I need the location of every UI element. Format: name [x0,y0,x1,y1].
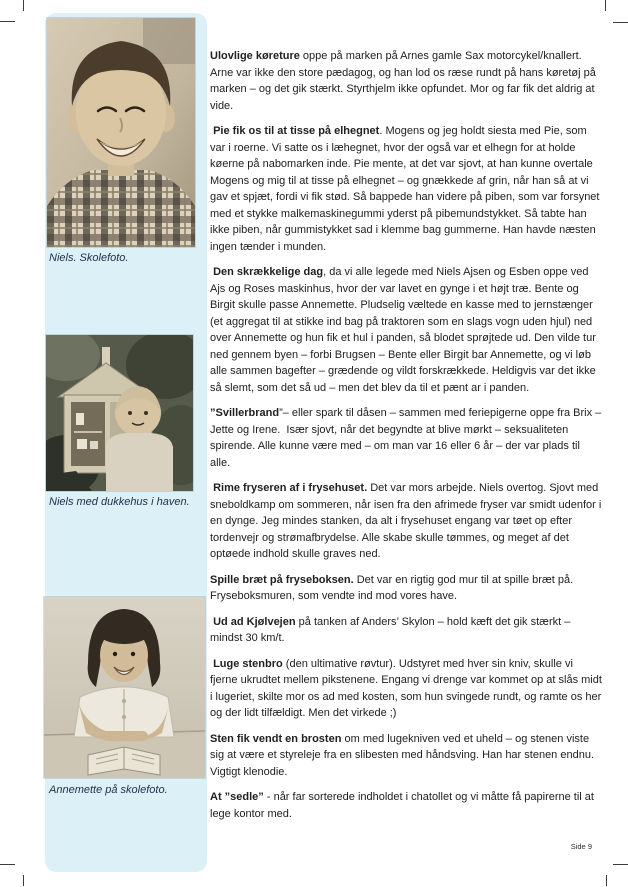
niels-school-photo [47,18,195,247]
paragraph-body: - når far sorterede indholdet i chatollet og vi måtte få papirerne til at lege kontor med. [210,791,598,820]
paragraph-body: om med lugekniven ved et uheld – og stenen viste sig at være et styreleje fra en slibesten med håndsving. Han har stenen endnu. Vigtigt klenodie. [210,732,598,778]
paragraph-sten-brosten [210,731,602,781]
paragraph-body: . Mogens og jeg holdt siesta med Pie, som var i roerne. Vi satte os i læhegnet, hvor der også var et elhegn for at holde køerne på nabomarken inde. Pie mente, at det var sjovt, at han kunne overtale Mogens og mig til at tisse på elhegnet – og gnækkede af grin, når han så at vi gav et spjæt, fordi vi fik stød. Så bappede han videre på piben, som var forsynet med et stykke malkemaskinegummi yderst på pibemundstykket. Så tabte han ikke piben, når gummistykket sad i klemme bag gummerne. Han havde næsten ingen tænder i munden. [210,125,603,253]
photo-caption-niels-dollhouse: Niels med dukkehus i haven. [49,496,190,508]
paragraph-rime-fryseren [210,480,605,563]
paragraph-spille-braet [210,572,602,605]
paragraph-body: oppe på marken på Arnes gamle Sax motorcykel/knallert. Arne var ikke den store pædagog, og han lod os ræse rundt på hans køretøj på marken – og det gik stærkt. Styrthjelm ikke opfundet. Mor og far fik det aldrig at vide. [210,50,599,112]
paragraph-body: (den ultimative røvtur). Udstyret med hver sin kniv, skulle vi fjerne ukrudtet mellem pikstenene. Engang vi drenge var kommet op at slås midt i lugeriet, skilte mor os ad med kosten, som hun svingede rundt, og ramte os her og der lidt tilfældigt. Men det virkede ;) [210,657,605,719]
paragraph-lead: Rime fryseren af i frysehuset. [210,482,368,494]
paragraph-at-sedle [210,789,602,822]
paragraph-ulovlige-koereture [210,48,602,114]
paragraph-ud-ad-kjoelvejen [210,614,602,647]
paragraph-lead: Den skrækkelige dag [210,266,324,278]
paragraph-lead: Sten fik vendt en brosten [210,732,342,745]
crop-mark-bottom-right-h [613,864,628,865]
annemette-school-photo-image [44,597,205,778]
niels-dollhouse-photo-image [46,335,193,491]
paragraph-body: , da vi alle legede med Niels Ajsen og Esben oppe ved Ajs og Roses maskinhus, hvor der var lavet en gynge i et højt træ. Bente og Birgit skulle passe Annemette. Pludselig væltede en kasse med to jernstænger (et aggregat til at stikke ind bag på traktoren som en slags vogn uden hjul) ned over Annemette og hun fik et hul i panden, så blodet sprøjtede ud. Den vilde tur ned gennem byen – forbi Brugsen – Bente eller Birgit bar Annemette, og vi løb alle sammen bagefter – grædende og vildt forskrækkede. Heldigvis var det ikke så slemt, som det så ud – men det blev da til et pænt ar i panden. [210,266,599,394]
annemette-school-photo [44,597,205,778]
crop-mark-bottom-right-v [606,875,607,886]
paragraph-lead: Luge stenbro [210,657,283,670]
paragraph-body: Det var mors arbejde. Niels overtog. Sjovt med sneboldkamp om sommeren, når isen fra den afrimede fryser var smidt udenfor i en dynge. Jeg mindes stanken, da alt i frysehuset engang var tøet op efter tordenvejr og strømafbrydelse. Alle skabe skulle tømmes, og meget af det optøede indhold skulle graves ned. [210,482,605,560]
body-text-column [210,48,605,831]
paragraph-body: ”– eller spark til dåsen – sammen med feriepigerne oppe fra Brix – Jette og Irene. Især sjovt, når det begyndte at blive mørkt – seksualiteten spirende. Alle kunne være med – om man var 16 eller 6 år – der var plads til alle. [210,407,605,469]
crop-mark-top-right-v [605,0,606,11]
paragraph-lead: Spille bræt på fryseboksen. [210,573,354,586]
crop-mark-bottom-left-h [0,864,15,865]
crop-mark-top-left-h [0,21,15,22]
niels-dollhouse-photo [46,335,193,491]
paragraph-body: Det var en rigtig god mur til at spille bræt på. Fryseboksmuren, som vendte ind mod vores have. [210,573,577,602]
paragraph-lead: Ulovlige køreture [210,50,300,62]
paragraph-svillerbrand [210,405,605,471]
paragraph-den-skraekkelige-dag [210,264,602,396]
paragraph-luge-stenbro [210,656,605,722]
paragraph-lead: Pie fik os til at tisse på elhegnet [210,125,380,137]
crop-mark-top-left-v [23,0,24,11]
photo-caption-annemette-school: Annemette på skolefoto. [49,784,168,796]
page-number: Side 9 [570,842,592,851]
crop-mark-bottom-left-v [23,875,24,886]
photo-caption-niels-school: Niels. Skolefoto. [49,252,129,264]
paragraph-lead: At ”sedle” [210,791,264,803]
paragraph-pie-elhegnet [210,123,602,255]
crop-mark-top-right-h [613,22,628,23]
niels-school-photo-image [47,18,195,247]
paragraph-body: på tanken af Anders’ Skylon – hold kæft det gik stærkt – mindst 30 km/t. [210,615,574,644]
paragraph-lead: Ud ad Kjølvejen [210,615,296,628]
paragraph-lead: ”Svillerbrand [210,407,280,419]
